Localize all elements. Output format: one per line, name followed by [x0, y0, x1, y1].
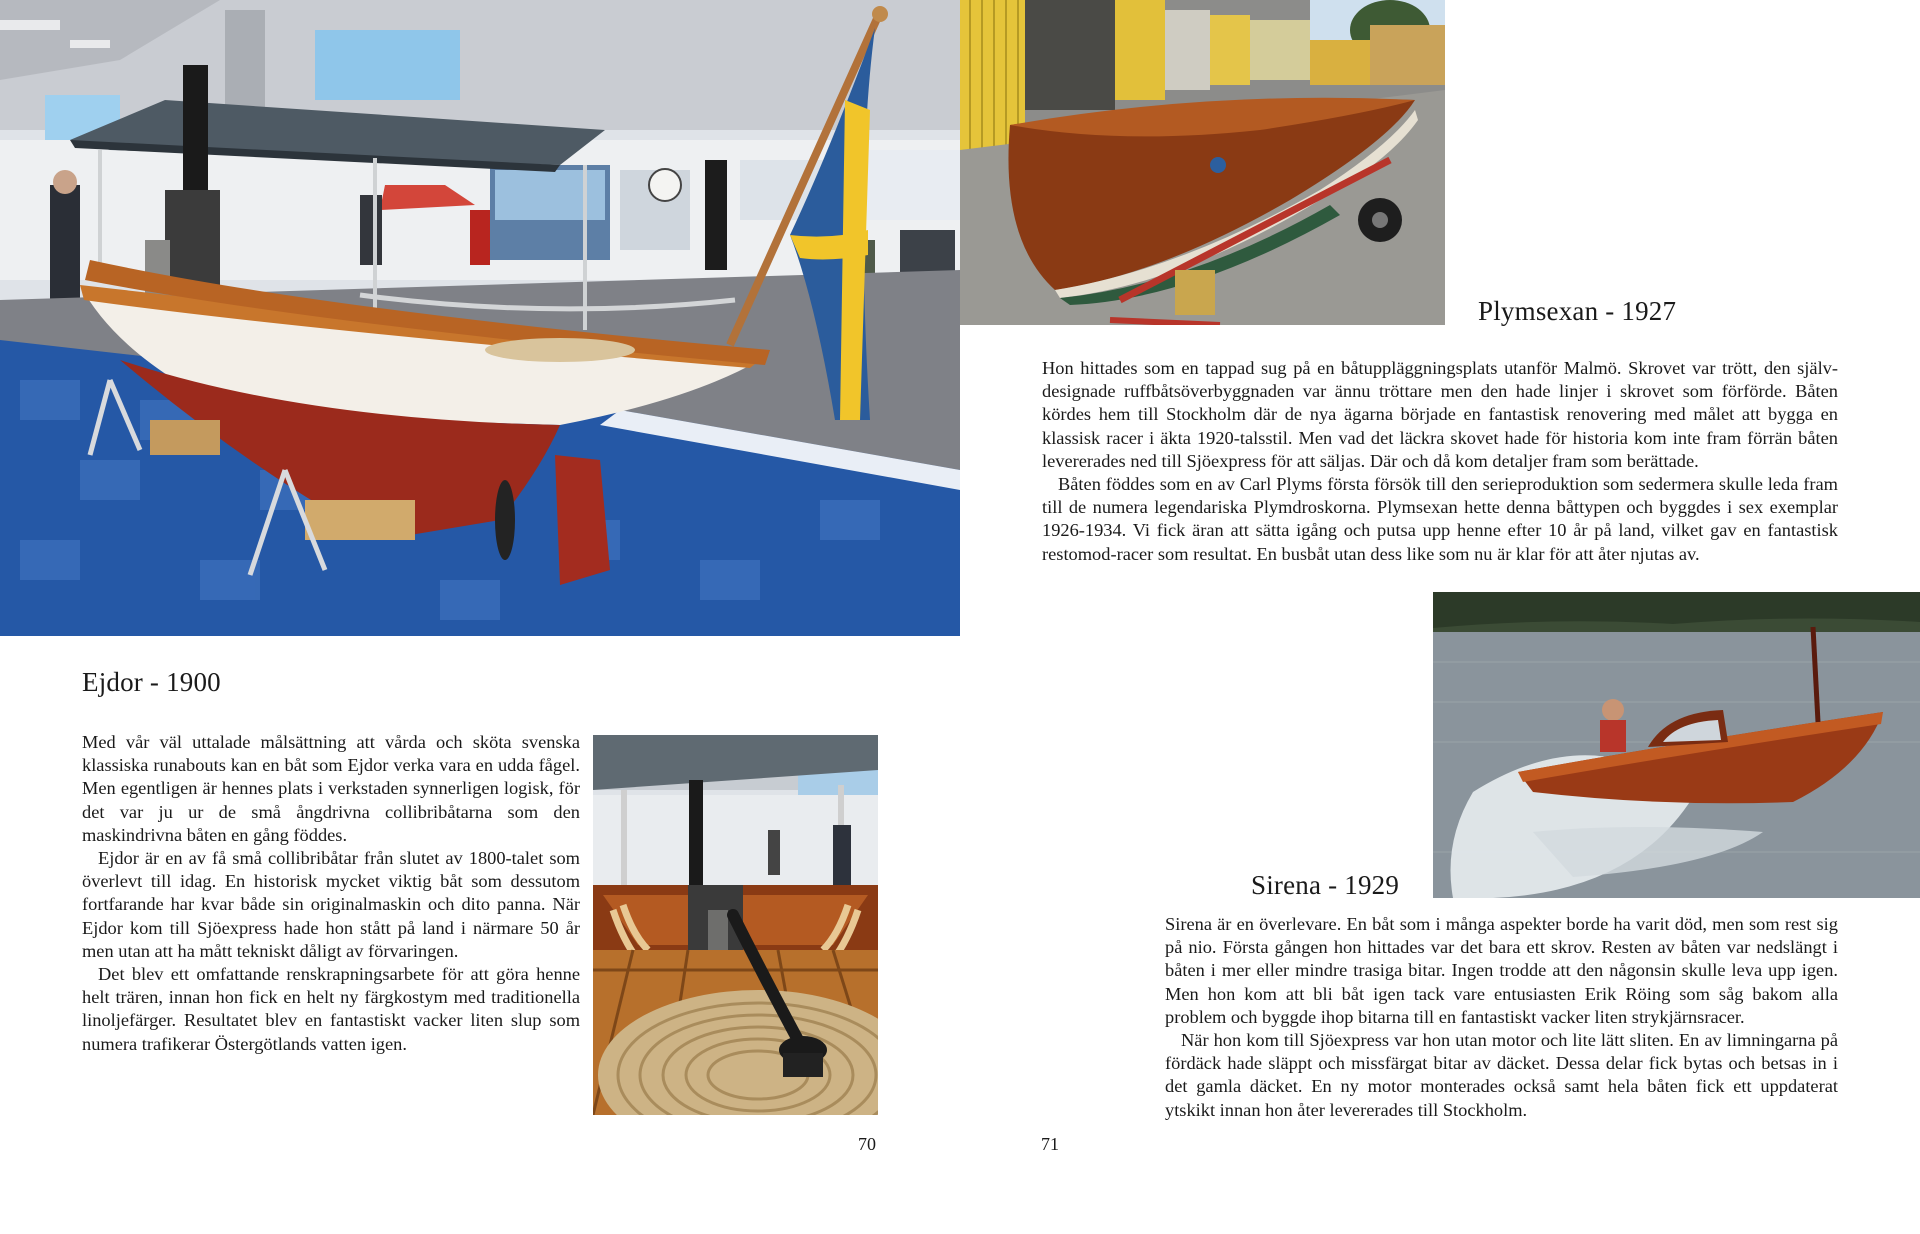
sirena-paragraph-2: När hon kom till Sjöexpress var hon utan motor och lite lätt sliten. En av limningarna på fördäck hade släppt och missfärgat bitar av däcket. Dessa delar fick bytas och betsas in i det gamla däcket. En ny motor monterades också samt hela båten fick ett uppdaterat ytskikt innan hon åter levererades till Stockholm. [1165, 1030, 1838, 1120]
sirena-title: Sirena - 1929 [1251, 870, 1400, 900]
ejdor-text [82, 731, 580, 1056]
plymsexan-title: Plymsexan - 1927 [1478, 296, 1677, 326]
plymsexan-paragraph-2: Båten föddes som en av Carl Plyms första försök till den serieproduktion som sedermera skulle leda fram till de numera legendariska Plymdroskorna. Plymsexan hette denna båttypen och byggdes i sex exemplar 1926-1934. Vi fick äran att sätta igång och putsa upp henne efter 10 år på land, vilket gav en fantastisk restomod-racer som resultat. En busbåt utan dess like som nu är klar för att åter njutas av. [1042, 474, 1838, 564]
page-number-right: 71 [1041, 1134, 1059, 1154]
photo-ejdor-interior [593, 735, 878, 1115]
page-number-left: 70 [858, 1134, 876, 1154]
ejdor-paragraph-2: Ejdor är en av få små collibribåtar från slutet av 1800-talet som överlevt till idag. En historisk mycket viktig båt som dessutom fortfarande har kvar både sin originalmaskin och dito panna. När Ejdor kom till Sjöexpress hade hon stått på land i närmare 50 år men utan att ha mått tekniskt dåligt av förvaringen. [82, 848, 580, 961]
sirena-paragraph-1: Sirena är en överlevare. En båt som i många aspekter borde ha varit död, men som rest sig på nio. Första gången hon hittades var det bara ett skrov. Resten av båten var nedslängt i båten i mer eller mindre trasiga bitar. Ingen trodde att den någonsin skulle leva upp igen. Men hon kom att bli båt igen tack vare entusiasten Erik Röing som såg bakom alla problem och byggde ihop bitarna till en fantastiskt vacker liten strykjärnsracer. [1165, 914, 1838, 1027]
ejdor-paragraph-3: Det blev ett omfattande renskrapningsarbete för att göra henne helt trären, innan hon fick en helt ny färgkostym med traditionella linoljefärger. Resultatet blev en fantastiskt vacker liten slup som numera trafikerar Östergötlands vatten igen. [82, 964, 580, 1054]
photo-sirena-lake [1433, 592, 1920, 898]
plymsexan-text [1042, 357, 1838, 566]
plymsexan-paragraph-1: Hon hittades som en tappad sug på en båtuppläggningsplats utanför Malmö. Skrovet var trött, den självdesignade ruffbåtsöverbyggnaden var ännu tröttare men den hade linjer i skrovet som förförde. Båten kördes hem till Stockholm där de nya ägarna började en fantastisk renovering med målet att bygga en klassisk racer i äkta 1920-talsstil. Men vad det läckra skovet hade för historia kom inte fram förrän båten levererades ned till Sjöexpress för att säljas. Där och då kom detaljer fram som berättade. [1042, 358, 1838, 471]
photo-ejdor-expo [0, 0, 960, 636]
ejdor-paragraph-1: Med vår väl uttalade målsättning att vårda och sköta svenska klassiska runabouts kan en båt som Ejdor verka vara en udda fågel. Men egentligen är hennes plats i verkstaden synnerligen logisk, för det var ju ur de små ångdrivna collibribåtarna som den maskindrivna båten en gång föddes. [82, 732, 580, 845]
sirena-text [1165, 913, 1838, 1122]
ejdor-title: Ejdor - 1900 [82, 667, 221, 697]
photo-plymsexan-trailer [960, 0, 1445, 325]
